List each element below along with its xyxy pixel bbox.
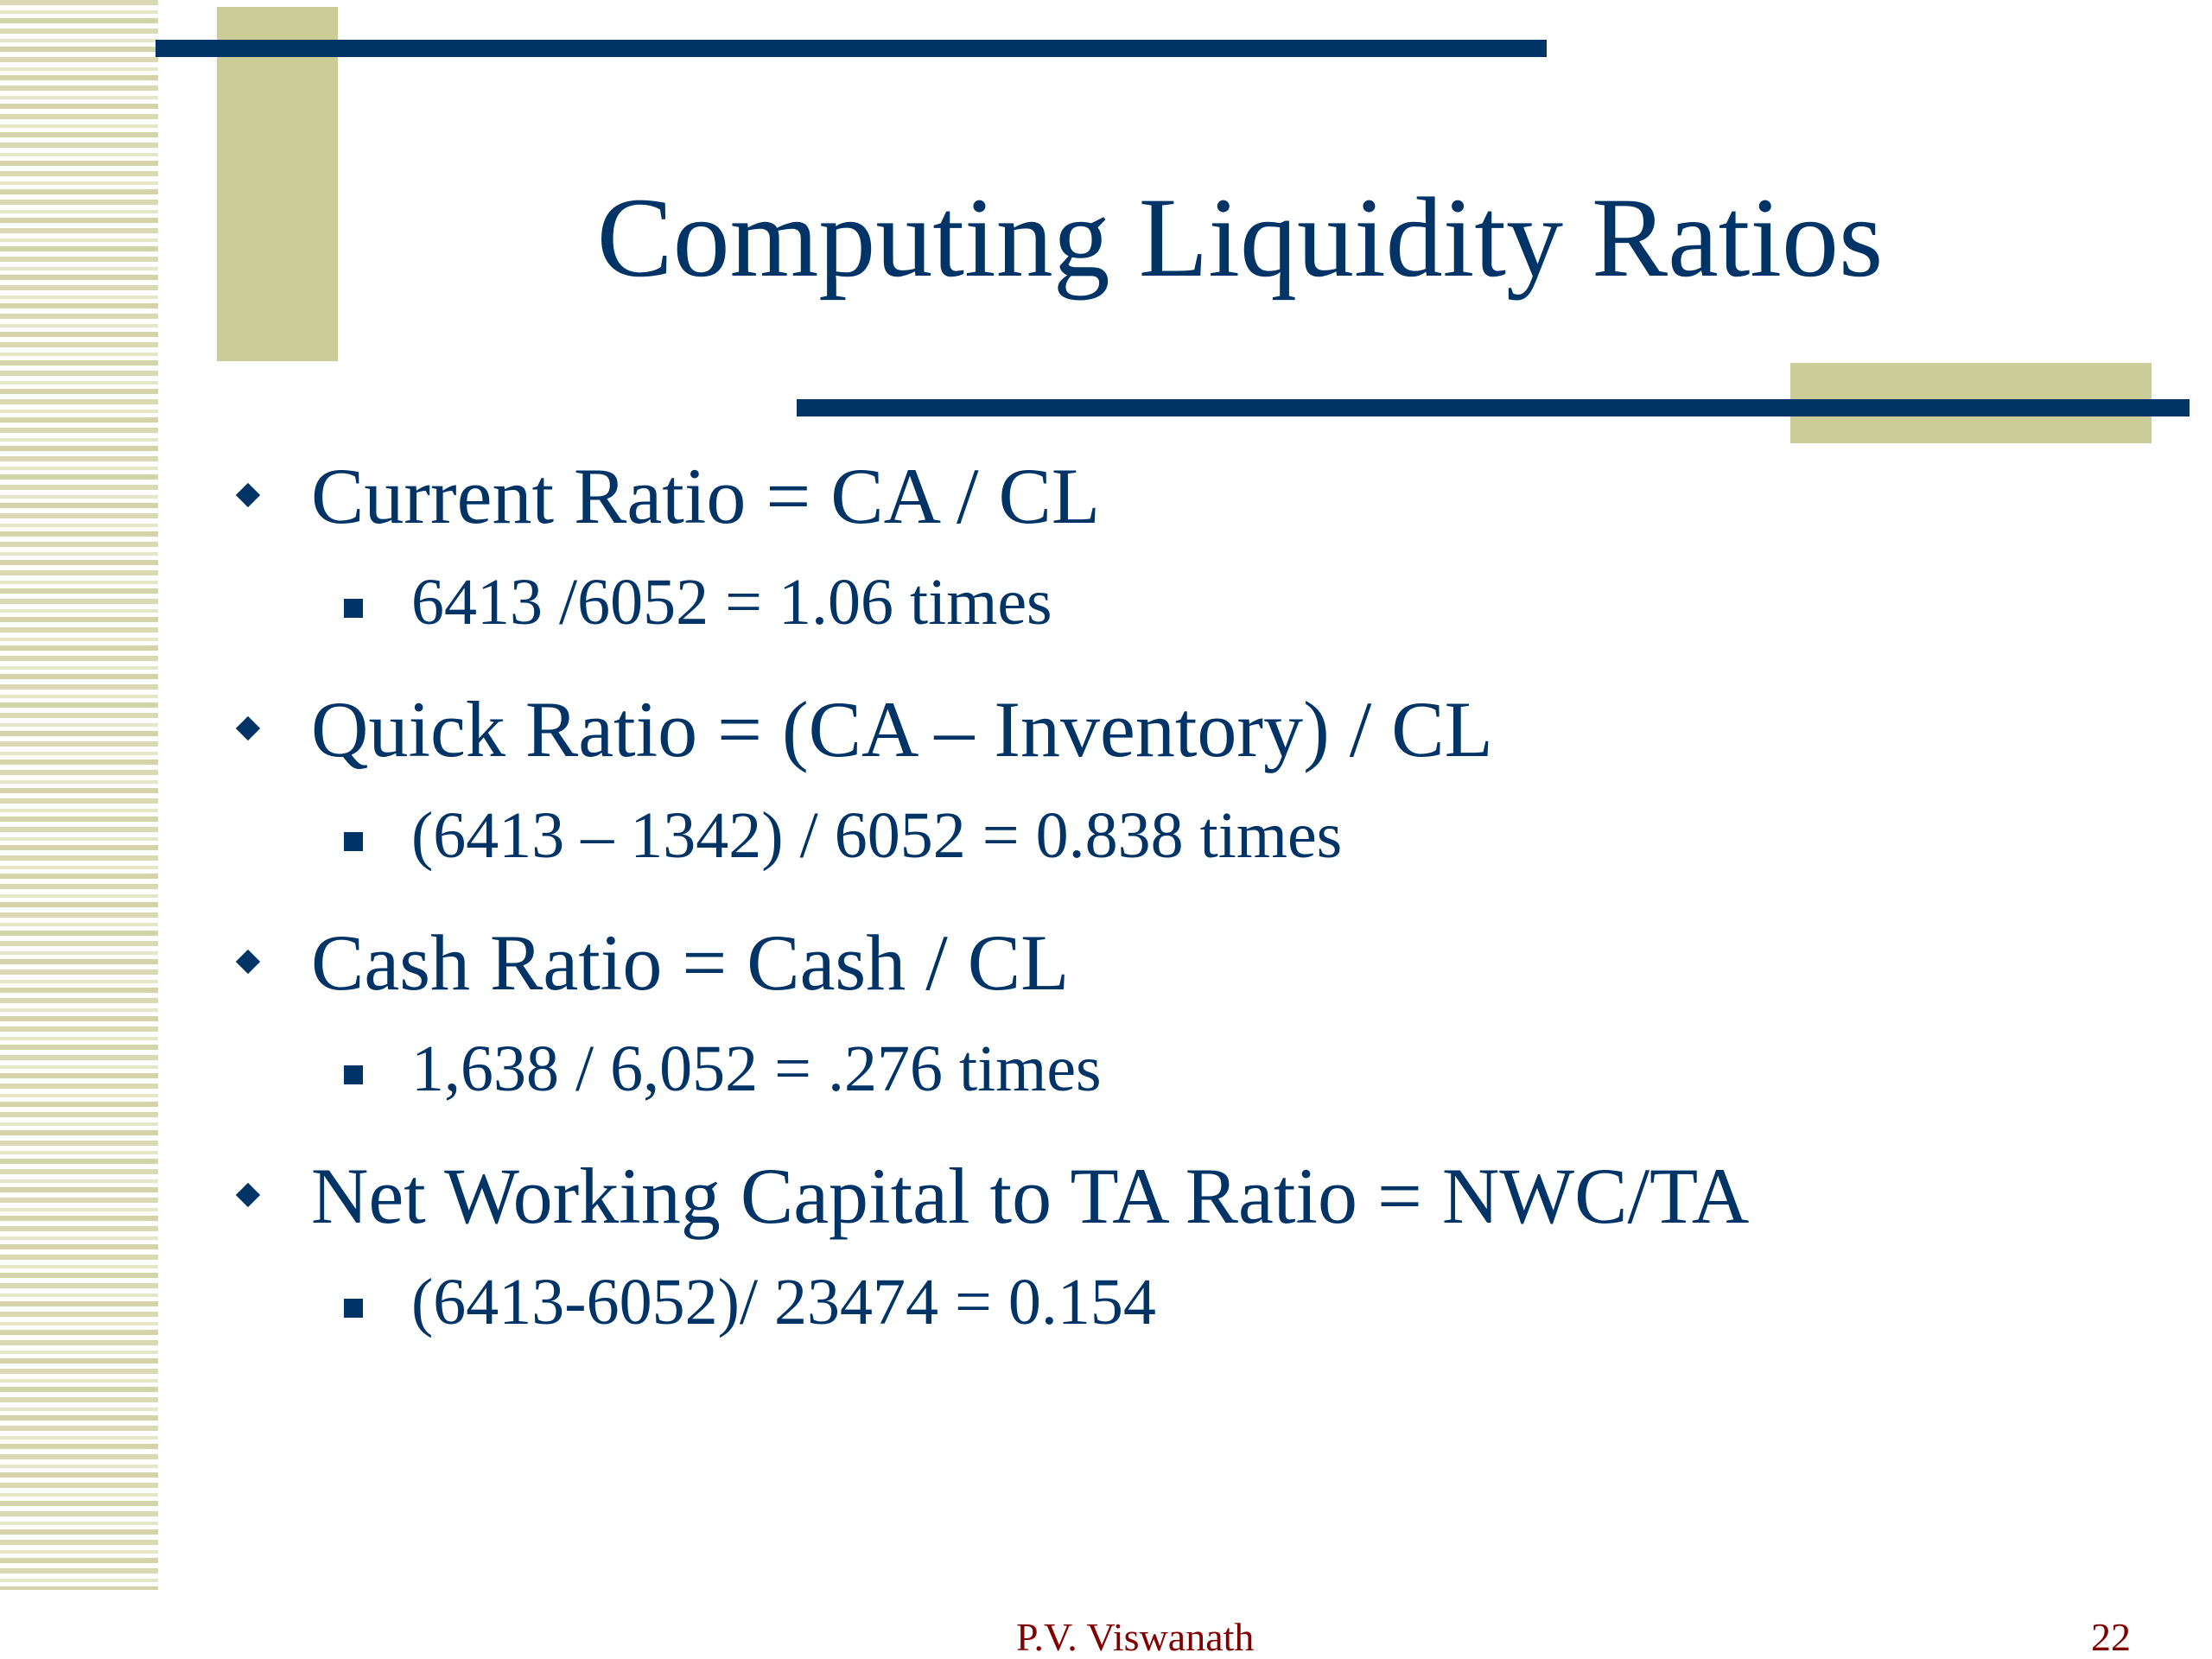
bullet-text: Quick Ratio = (CA – Inventory) / CL [311,685,1493,773]
bullet-cash-ratio [232,916,2176,1009]
slide-title: Computing Liquidity Ratios [596,174,1884,301]
title-underline-rule [797,399,2190,416]
bullet-nwc-ta-ratio [232,1149,2176,1243]
bullet-text: Net Working Capital to TA Ratio = NWC/TA [311,1152,1750,1240]
bullet-text: Current Ratio = CA / CL [311,452,1101,540]
sub-bullet-text: (6413-6052)/ 23474 = 0.154 [411,1266,1156,1338]
sub-bullet-nwc-ta-ratio [232,1264,2176,1340]
diamond-icon [236,950,260,974]
square-icon [344,1299,363,1318]
sub-bullet-quick-ratio [232,798,2176,874]
footer-author: P.V. Viswanath [1016,1615,1255,1659]
square-icon [344,1065,363,1084]
sub-bullet-text: 1,638 / 6,052 = .276 times [411,1033,1102,1105]
bullet-quick-ratio [232,683,2176,776]
decorative-stripes [0,0,158,1590]
sub-bullet-text: 6413 /6052 = 1.06 times [411,566,1052,639]
sub-bullet-text: (6413 – 1342) / 6052 = 0.838 times [411,799,1343,872]
square-icon [344,832,363,851]
sub-bullet-current-ratio [232,564,2176,640]
top-rule [156,40,1547,57]
square-icon [344,599,363,618]
diamond-icon [236,716,260,741]
sub-bullet-cash-ratio [232,1031,2176,1107]
diamond-icon [236,1183,260,1207]
diamond-icon [236,483,260,507]
page-number: 22 [2091,1615,2131,1659]
bullet-text: Cash Ratio = Cash / CL [311,918,1070,1007]
bullet-current-ratio [232,449,2176,543]
bullet-list [232,449,2176,1382]
